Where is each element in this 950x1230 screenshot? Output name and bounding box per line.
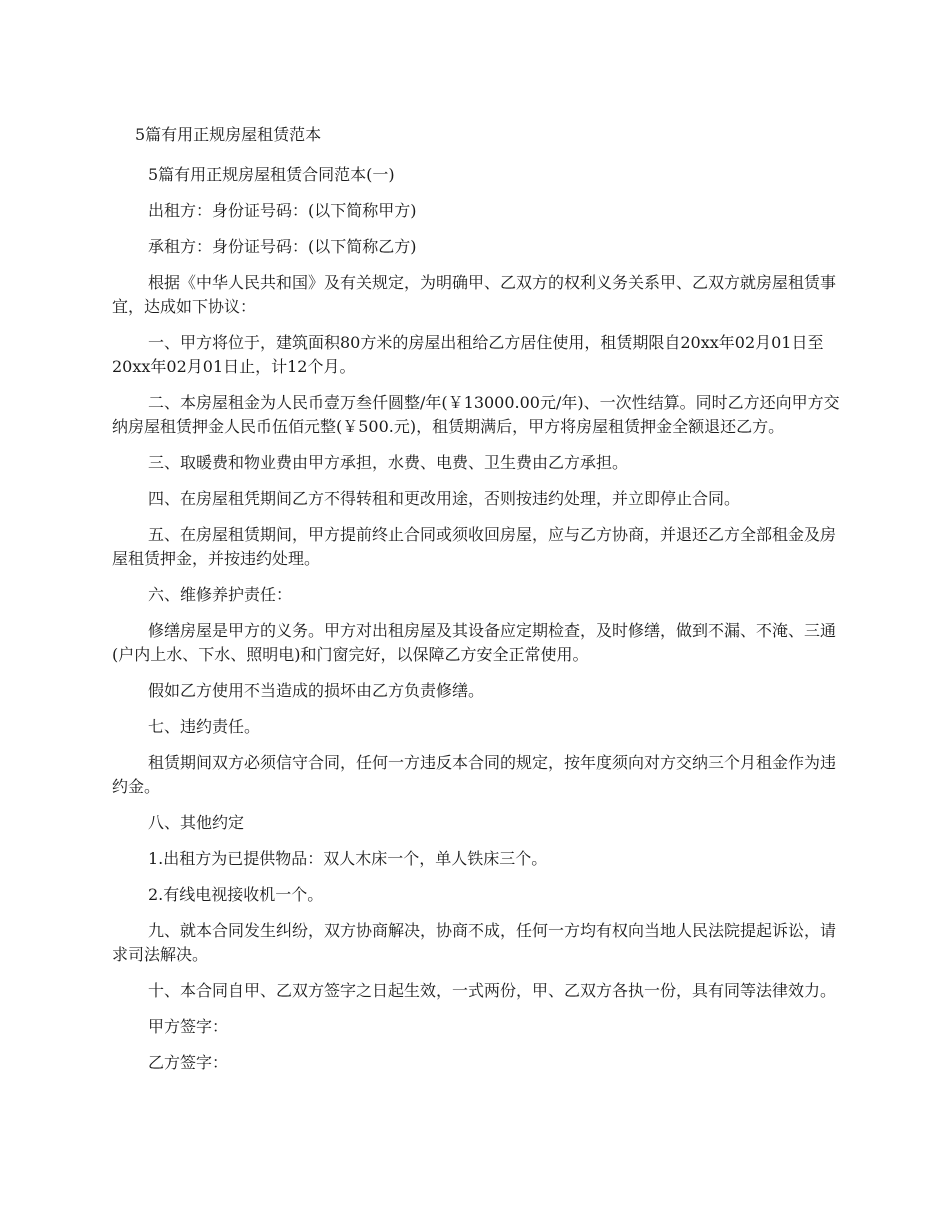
paragraph-clause-10: 十、本合同自甲、乙双方签字之日起生效，一式两份，甲、乙双方各执一份，具有同等法律效力。	[148, 981, 837, 1000]
document-title: 5篇有用正规房屋租赁范本	[135, 125, 322, 144]
paragraph-clause-6-heading: 六、维修养护责任：	[148, 585, 293, 604]
document-body	[112, 123, 840, 1087]
paragraph-clause-7-body: 租赁期间双方必须信守合同，任何一方违反本合同的规定，按年度须向对方交纳三个月租金作为违约金。	[112, 753, 837, 796]
paragraph-clause-9: 九、就本合同发生纠纷，双方协商解决，协商不成，任何一方均有权向当地人民法院提起诉讼，请求司法解决。	[112, 921, 837, 964]
paragraph-clause-8-heading: 八、其他约定	[148, 813, 245, 832]
paragraph-clause-1: 一、甲方将位于，建筑面积80方米的房屋出租给乙方居住使用，租赁期限自20xx年02月01日至20xx年02月01日止，计12个月。	[112, 333, 824, 376]
paragraph-clause-4: 四、在房屋租凭期间乙方不得转租和更改用途，否则按违约处理，并立即停止合同。	[148, 489, 741, 508]
signature-party-b: 乙方签字：	[148, 1053, 229, 1072]
paragraph-clause-8-item-1: 1.出租方为已提供物品：双人木床一个，单人铁床三个。	[148, 849, 548, 868]
paragraph-clause-2: 二、本房屋租金为人民币壹万叁仟圆整/年(￥13000.00元/年)、一次性结算。同时乙方还向甲方交纳房屋租赁押金人民币伍佰元整(￥500.元)，租赁期满后，甲方将房屋租赁押金全额退还乙方。	[112, 393, 840, 436]
paragraph-clause-7-heading: 七、违约责任。	[148, 717, 261, 736]
paragraph-lessor: 出租方：身份证号码：(以下简称甲方)	[148, 201, 417, 220]
paragraph-preamble: 根据《中华人民共和国》及有关规定，为明确甲、乙双方的权利义务关系甲、乙双方就房屋租赁事宜，达成如下协议：	[112, 273, 837, 316]
signature-party-a: 甲方签字：	[148, 1017, 229, 1036]
paragraph-contract-heading: 5篇有用正规房屋租赁合同范本(一)	[148, 165, 395, 184]
paragraph-clause-6-note: 假如乙方使用不当造成的损坏由乙方负责修缮。	[148, 681, 485, 700]
paragraph-clause-3: 三、取暖费和物业费由甲方承担，水费、电费、卫生费由乙方承担。	[148, 453, 629, 472]
paragraph-clause-5: 五、在房屋租赁期间，甲方提前终止合同或须收回房屋，应与乙方协商，并退还乙方全部租金及房屋租赁押金，并按违约处理。	[112, 525, 837, 568]
paragraph-clause-8-item-2: 2.有线电视接收机一个。	[148, 885, 324, 904]
paragraph-clause-6-body: 修缮房屋是甲方的义务。甲方对出租房屋及其设备应定期检查，及时修缮，做到不漏、不淹、三通(户内上水、下水、照明电)和门窗完好，以保障乙方安全正常使用。	[112, 621, 837, 664]
paragraph-lessee: 承租方：身份证号码：(以下简称乙方)	[148, 237, 417, 256]
